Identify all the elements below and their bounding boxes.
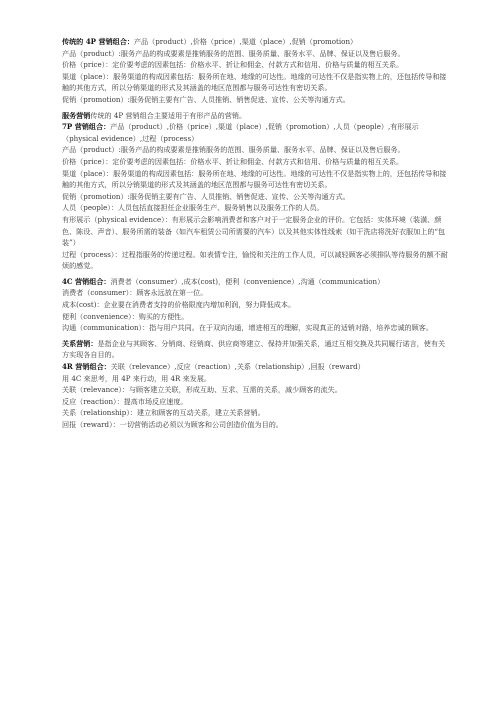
paragraph-text: 人员（people）：人员包括直接担任企业服务生产、服务销售以及服务工作的人员。 (62, 203, 324, 213)
paragraph-text: 消费者（consumer）：顾客永远放在第一位。 (62, 288, 208, 298)
paragraph-text: 是指企业与其顾客、分销商、经销商、供应商等建立、保持并加强关系，通过互相交换及共同履行诺言，使有关方实现各自目的。 (62, 338, 446, 360)
paragraph-text: 回报（reward）：一切营销活动必须以为顾客和公司创造价值为目的。 (62, 420, 283, 429)
paragraph (62, 48, 448, 60)
paragraph (62, 287, 448, 299)
paragraph-text: 沟通（communication）：指与用户共同。在于双向沟通，增进相互的理解，实现真正的适销对路，培养忠诚的顾客。 (62, 323, 433, 333)
paragraph-text: 便利（convenience）：购买的方便性。 (62, 311, 189, 321)
paragraph (62, 299, 448, 311)
paragraph-heading: 4R 营销组合： (62, 362, 111, 372)
paragraph (62, 121, 448, 144)
paragraph (62, 311, 448, 323)
paragraph-text: 过程（process）：过程指服务的传递过程。如表情专注，愉悦和关注的工作人员，可以减轻顾客必须排队等待服务的额不耐烦的感觉。 (62, 249, 448, 271)
document-page (62, 36, 448, 431)
paragraph-text: 用 4C 来思考，用 4P 来行动，用 4R 来发展。 (62, 373, 212, 383)
paragraph-text: 有形展示（physical evidence）：有形展示会影响消费者和客户对于一定服务企业的评价。它包括：实体环境（装潢、颜色、陈设、声音）、服务所需的装备（如汽车租赁公司所需要的汽车）以及其他实体性线索（如干洗店将洗好衣服加上的“包装”） (62, 214, 446, 248)
paragraph (62, 396, 448, 408)
paragraph-heading: 服务营销 (62, 110, 91, 120)
paragraph-text: 产品（product）:服务产品的构成要素是推销服务的范围、服务质量、服务水平、品牌、保证以及售后服务。 (62, 48, 405, 58)
section-4p (62, 36, 448, 106)
paragraph-text: 产品（product）:服务产品的构成要素是推销服务的范围、服务质量、服务水平、品牌、保证以及售后服务。 (62, 145, 405, 155)
paragraph-text: 渠道（place）：服务渠道的构成因素包括：服务所在地、地缘的可达性。地缘的可达性不仅是指实物上的，还包括传导和接触的其他方式，所以分销渠道的形式及其涵盖的地区范围都与服务可达性有密切关系。 (62, 168, 447, 190)
paragraph-text: 成本(cost)：企业要在消费者支持的价格限度内增加利润，努力降低成本。 (62, 300, 296, 310)
paragraph (62, 276, 448, 288)
paragraph-text: 价格（price）：定价要考虑的因素包括：价格水平、折让和佣金、付款方式和信用、价格与质量的相互关系。 (62, 60, 404, 70)
section-4r (62, 338, 448, 431)
paragraph-text: 消费者（consumer）,成本(cost)，便利（convenience）,沟通（communication） (110, 276, 385, 286)
paragraph (62, 249, 448, 272)
paragraph (62, 156, 448, 168)
paragraph-text: 产品（product）,价格（price）,渠道（place）,促销（promotion） (133, 37, 358, 46)
paragraph (62, 322, 448, 334)
paragraph (62, 361, 448, 373)
paragraph (62, 168, 448, 191)
paragraph (62, 36, 448, 48)
paragraph (62, 373, 448, 385)
paragraph (62, 202, 448, 214)
paragraph-text: 价格（price）：定价要考虑的因素包括：价格水平、折让和佣金、付款方式和信用、价格与质量的相互关系。 (62, 156, 404, 166)
paragraph-text: 促销（promotion）:服务促销主要有广告、人员推销、销售促进、宣传、公关等沟通方式。 (62, 191, 350, 201)
paragraph (62, 191, 448, 203)
paragraph (62, 407, 448, 419)
paragraph-text: 关联（relevance）,反应（reaction）,关系（relationship）,回报（reward） (110, 362, 365, 372)
paragraph (62, 338, 448, 361)
paragraph-text: 关联（relevance）：与顾客建立关联，形成互助、互求、互需的关系，减少顾客的流失。 (62, 385, 342, 395)
paragraph-heading: 7P 营销组合： (62, 122, 111, 132)
paragraph (62, 94, 448, 106)
paragraph-text: 渠道（place）：服务渠道的构成因素包括：服务所在地、地缘的可达性。地缘的可达性不仅是指实物上的，还包括传导和接触的其他方式，所以分销渠道的形式及其涵盖的地区范围都与服务可达性有密切关系。 (62, 71, 447, 93)
paragraph-text: 反应（reaction）：提高市场反应速度。 (62, 396, 188, 406)
paragraph-heading: 传统的 4P 营销组合： (62, 37, 134, 46)
paragraph-heading: 4C 营销组合： (62, 276, 111, 286)
section-4c (62, 276, 448, 334)
section-7p (62, 110, 448, 272)
paragraph-text: 促销（promotion）:服务促销主要有广告、人员推销、销售促进、宣传、公关等沟通方式。 (62, 94, 350, 104)
paragraph-text: 产品（product）,价格（price）,渠道（place）,促销（promotion）,人员（people）,有形展示（physical evidence）,过程（process） (62, 122, 419, 143)
paragraph (62, 144, 448, 156)
paragraph (62, 214, 448, 249)
paragraph-text: 关系（relationship）：建立和顾客的互动关系，建立关系营销。 (62, 408, 265, 418)
paragraph (62, 110, 448, 122)
paragraph-text: 传统的 4P 营销组合主要适用于有形产品的营销。 (90, 110, 247, 120)
paragraph (62, 419, 448, 431)
paragraph (62, 384, 448, 396)
paragraph-heading: 关系营销： (62, 338, 98, 348)
paragraph (62, 71, 448, 94)
paragraph (62, 59, 448, 71)
